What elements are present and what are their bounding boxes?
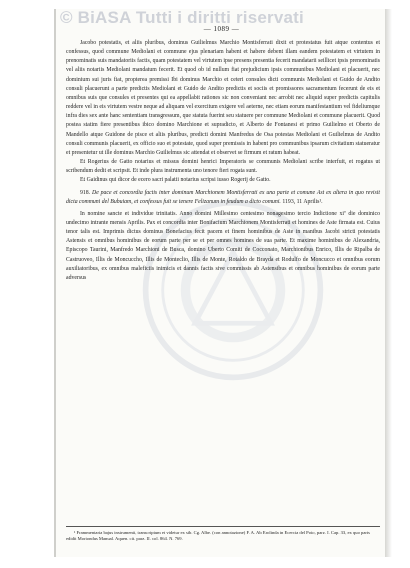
paragraph: In nomine sancte et individue trinitatis. Anno domini Millesimo centesimo nonagesimo tercio Indictione xiª die dominico undecimo intrante mensis Aprilis. Pax et concordia inter Bonifacium Marchionem Montisferrati et homines de Aste firmata est. Cuius tenor talis est. Imprimis dictus dominus Bonefacius fecit pacem et finem hominibus de Aste in manibus Jacobi stricti potestatis Astensis et omnibus hominibus de eorum parte per se et per omnes homines de sua parte. Et maxime hominibus de Alexandria, Episcopo Taurini, Manfredo Marchioni de Busca, domino Uberto Comiti de Cocconato, Marchionibus Enrico, Illis de Ripalba de Castruoveo, Illis de Moncuccho, Illis de Monteclio, Illis de Monte, Rotaldo de Brayda et Rodulfo de Moncucco et omnibus eorum auxiliatoribus, ex omnibus maleficiis inimicis et dannis factis sive commissis ab Astensibus et omnibus hominibus de eorum parte adversus — [66, 210, 380, 281]
page-number: — 1089 — — [203, 25, 240, 33]
paragraph: Et Gaidinus qui dicor de ecero sacri palatii notarius scripsi iusso Rogerij de Gatto. — [80, 177, 271, 184]
document-rubric: De pace et concordia factis inter dominum Marchionem Montisferrati ex una parte et comune Ast ex altera in quo revisit dicta communi del Bubuiam, et confessus fuit se tenere Felizanum in feudum a dicto comuni. — [66, 189, 380, 205]
document-heading — [66, 189, 380, 207]
copyright-watermark: © BiASA Tutti i diritti riservati — [60, 8, 304, 27]
body-text — [66, 39, 380, 283]
footnote: ¹ Frammentaria bajus instrumenti, transcriptum et videtur ex sib. Cg. Albe. (con annotazione) F. A. Ab Erolinda in Ecercia del Poio, parz. I. Cap. 33, ex quo parts edidit Moriondus Manual. Aquen. cit. parz. II. col. 864. N. 769. — [66, 530, 370, 542]
paragraph: Et Rogerius de Gatto notarius et missus domini henrici Imperatoris se communis Mediolani scribe interfuit, et rogatus ut scribendum dedit et scripsit. Et inde plura instrumenta uno tenore fieri rogata sunt. — [66, 159, 380, 175]
footnotes — [66, 526, 380, 543]
document-number: 918. — [80, 189, 91, 196]
paragraph: Jacobo potestatis, et aliis pluribus, dominus Guilielmus Marchio Montisferrati dixit et protestatus fuit atque contentus et confessus, quod commune Mediolani et commune ejus plenariam habent et habere debent illam eandem potestatem et virtutem in prenominatis suis mandatoriis factis, quam potestatem vel virtutem ipse presens presentia fecerit mandatarii seillicet ipsis prenominatis vel aliis notariis Mediolani mandatum fecerit. Et quod ob id nullum fiat prejudicium ipsis communibus Mediolani et placuerit, nec dominium sui juris fiat, propterea premissi Ibi dominus Marchio et ceteri consules dicti communis Mediolani et Guido de Andito consuli placuerunt a parte predictis Mediolani et Guido de Andito predictis et sociis et promissores sacramentum fecerunt de eis et omnibus suis que consules et presentes qui ea appellabit rationes sic non conveniant nec arrobit nec aliquid super predictis capitulis reddere vel in eis virtutem vestre neque ad aliquam vel exercitum exigere vel aeterne, nec etiam eorum manifestantium vel fideliumque infra dies sex ante hanc sententiam transgressum, que statuta fuerint seu statuere per commune Mediolani et commune placuerit. Quod postea statim fiere presentibus ibico domino Marchione et supradicto, et Alberto de Fontanesi et primo Guilielmo et Oberto de Mandello atque Guidone de pisce et aliis pluribus, predicti domini Manfredus de Osa potestas Mediolani et Guilielmus de Andito consuli communis placuerit, ex officio suo et potestate, quod super premissis in habent pro communibus ipsarum civitatium statueratur et presentetur ut ille dominus Marchio Guilielmus sic attendat et observet se firmum et ratum habeat. — [66, 40, 380, 156]
page-edge-shadow — [385, 9, 392, 557]
document-page — [54, 9, 387, 557]
document-date: 1193, 11 Aprilis¹. — [282, 198, 323, 205]
